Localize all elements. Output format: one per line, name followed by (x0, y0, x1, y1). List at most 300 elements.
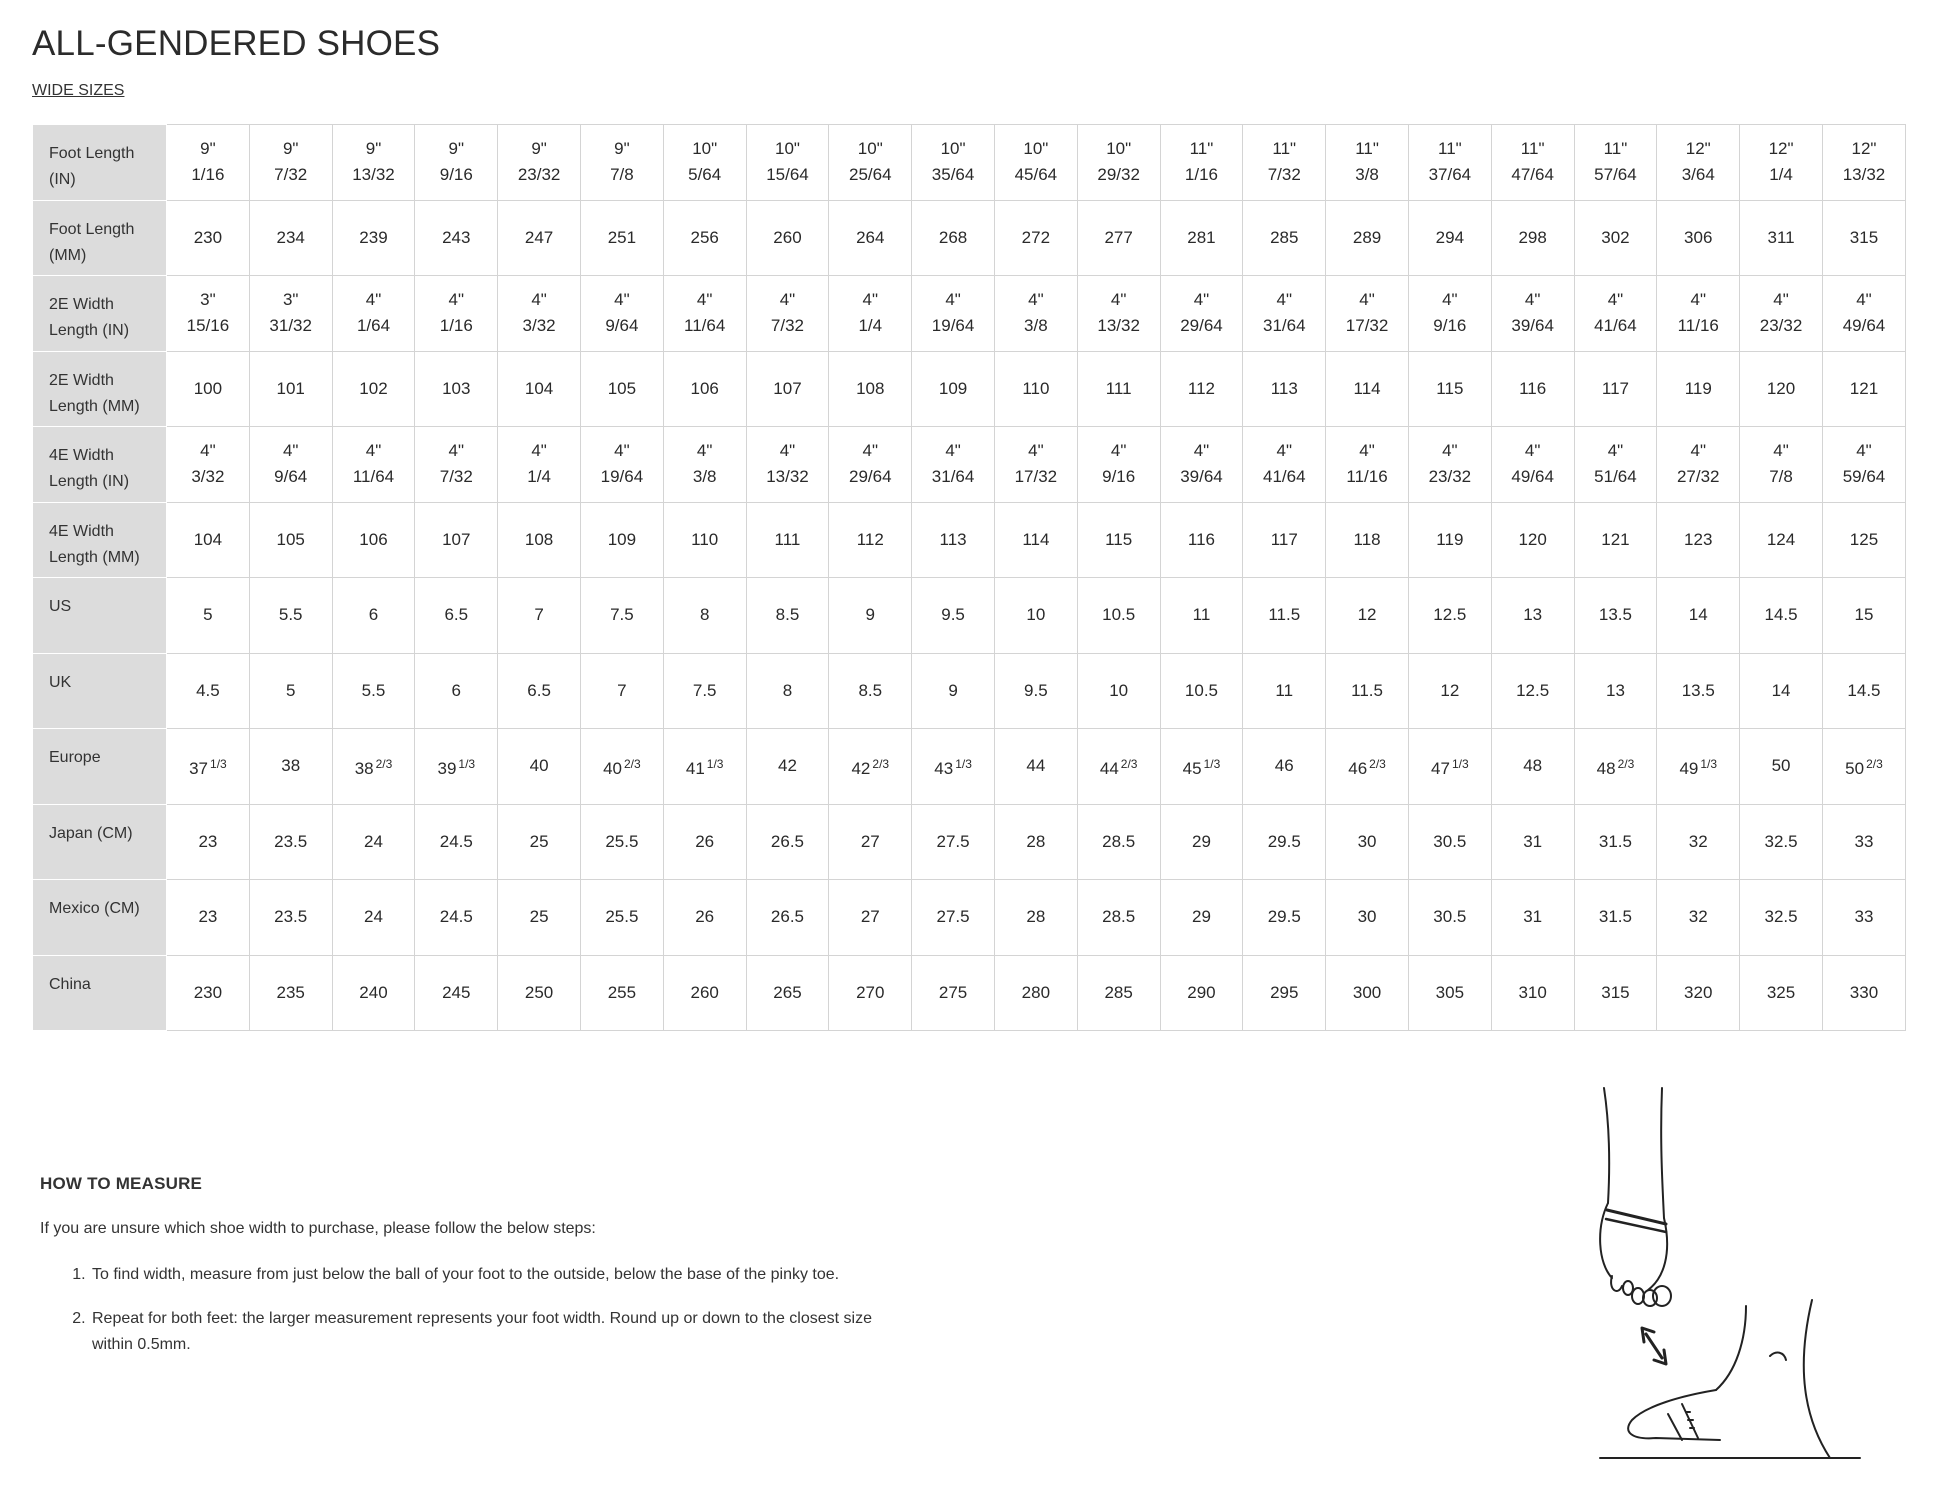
size-fraction: 3/8 (1024, 316, 1048, 336)
size-cell: 116 (1160, 502, 1243, 578)
size-cell: 10 (1077, 653, 1160, 729)
size-whole: 48 (1523, 756, 1543, 776)
size-cell: 250 (498, 955, 581, 1031)
size-cell (1408, 427, 1491, 503)
size-cell: 5 (249, 653, 332, 729)
size-whole: 43 (934, 758, 954, 778)
size-cell: 230 (167, 200, 250, 276)
size-inches: 10" (1106, 139, 1132, 159)
size-inches: 4" (1690, 290, 1706, 310)
size-inches: 4" (1110, 441, 1127, 461)
row-header: Mexico (CM) (33, 880, 167, 956)
size-cell: 7 (580, 653, 663, 729)
size-cell: 295 (1243, 955, 1326, 1031)
size-fraction: 11/16 (1346, 467, 1388, 487)
size-cell (1326, 125, 1409, 201)
size-cell: 315 (1822, 200, 1905, 276)
size-inches: 4" (448, 441, 465, 461)
size-cell (498, 125, 581, 201)
size-cell: 104 (167, 502, 250, 578)
size-cell: 305 (1408, 955, 1491, 1031)
size-whole: 42 (778, 756, 797, 776)
size-cell (498, 427, 581, 503)
size-inches: 9" (200, 139, 216, 159)
size-cell (1574, 729, 1657, 805)
size-cell: 6.5 (415, 578, 498, 654)
size-inches: 4" (696, 290, 713, 310)
size-fraction: 2/3 (1617, 756, 1635, 771)
size-fraction: 47/64 (1511, 165, 1554, 185)
size-cell: 30.5 (1408, 804, 1491, 880)
size-cell (1077, 276, 1160, 352)
size-whole: 44 (1026, 756, 1046, 776)
size-cell: 8 (663, 578, 746, 654)
size-fraction: 9/16 (439, 165, 473, 185)
size-inches: 4" (1856, 441, 1872, 461)
size-fraction: 13/32 (1842, 165, 1886, 185)
size-cell: 277 (1077, 200, 1160, 276)
size-cell: 24.5 (415, 804, 498, 880)
size-row (33, 502, 1906, 578)
size-cell: 27.5 (912, 804, 995, 880)
size-fraction: 27/32 (1676, 467, 1720, 487)
size-cell (912, 125, 995, 201)
size-cell: 302 (1574, 200, 1657, 276)
size-inches: 4" (1524, 290, 1541, 310)
size-cell: 33 (1822, 804, 1905, 880)
size-cell (663, 427, 746, 503)
size-cell: 105 (249, 502, 332, 578)
size-cell (1408, 729, 1491, 805)
size-cell: 240 (332, 955, 415, 1031)
size-cell (1822, 427, 1905, 503)
size-fraction: 31/64 (931, 467, 975, 487)
size-row (33, 200, 1906, 276)
size-cell (415, 427, 498, 503)
size-inches: 12" (1851, 139, 1877, 159)
size-inches: 4" (779, 441, 796, 461)
size-cell (994, 427, 1077, 503)
size-cell: 7.5 (663, 653, 746, 729)
size-fraction: 37/64 (1428, 165, 1472, 185)
size-cell: 24.5 (415, 880, 498, 956)
row-header: 2E Width Length (MM) (33, 351, 167, 427)
size-cell (1160, 729, 1243, 805)
size-cell: 27 (829, 804, 912, 880)
size-cell (1574, 125, 1657, 201)
size-cell: 26 (663, 804, 746, 880)
size-cell (580, 125, 663, 201)
size-cell (1077, 427, 1160, 503)
size-cell (1657, 427, 1740, 503)
size-fraction: 11/64 (684, 316, 726, 336)
size-cell: 270 (829, 955, 912, 1031)
size-cell (1160, 276, 1243, 352)
size-chart-table (32, 124, 1906, 1031)
size-fraction: 31/64 (1262, 316, 1306, 336)
size-cell (167, 125, 250, 201)
size-cell (746, 125, 829, 201)
size-cell: 6.5 (498, 653, 581, 729)
size-cell: 31.5 (1574, 880, 1657, 956)
size-cell (498, 729, 581, 805)
size-cell: 102 (332, 351, 415, 427)
size-cell: 300 (1326, 955, 1409, 1031)
size-fraction: 1/16 (1184, 165, 1218, 185)
size-inches: 12" (1768, 139, 1794, 159)
size-fraction: 49/64 (1511, 467, 1554, 487)
size-cell: 12.5 (1408, 578, 1491, 654)
size-cell: 100 (167, 351, 250, 427)
size-cell: 289 (1326, 200, 1409, 276)
size-cell: 5 (167, 578, 250, 654)
size-fraction: 7/32 (439, 467, 473, 487)
measure-step: 1. To find width, measure from just below the ball of your foot to the outside, below the base of the pinky toe. (90, 1262, 890, 1288)
row-header: Japan (CM) (33, 804, 167, 880)
size-cell: 330 (1822, 955, 1905, 1031)
size-inches: 4" (1028, 441, 1044, 461)
size-cell: 23 (167, 804, 250, 880)
size-inches: 4" (1193, 290, 1210, 310)
size-cell: 29 (1160, 804, 1243, 880)
size-cell (580, 427, 663, 503)
size-cell (1740, 276, 1823, 352)
size-inches: 4" (1442, 290, 1458, 310)
size-inches: 11" (1189, 139, 1214, 159)
size-cell (912, 427, 995, 503)
size-cell: 8.5 (829, 653, 912, 729)
size-whole: 46 (1348, 758, 1368, 778)
size-inches: 4" (1773, 290, 1789, 310)
size-cell: 28 (994, 804, 1077, 880)
size-fraction: 29/64 (849, 467, 892, 487)
size-inches: 4" (1276, 290, 1292, 310)
size-cell: 32 (1657, 880, 1740, 956)
size-inches: 12" (1685, 139, 1711, 159)
size-fraction: 1/3 (955, 756, 972, 771)
size-whole: 44 (1099, 758, 1119, 778)
size-fraction: 39/64 (1511, 316, 1554, 336)
size-fraction: 23/32 (1759, 316, 1803, 336)
size-cell: 243 (415, 200, 498, 276)
size-fraction: 2/3 (1866, 756, 1883, 771)
size-inches: 10" (940, 139, 966, 159)
size-cell (829, 125, 912, 201)
size-cell (249, 125, 332, 201)
size-cell: 285 (1077, 955, 1160, 1031)
size-inches: 4" (1773, 441, 1789, 461)
size-row (33, 804, 1906, 880)
size-inches: 4" (779, 290, 796, 310)
size-cell: 325 (1740, 955, 1823, 1031)
size-inches: 4" (1856, 290, 1872, 310)
size-inches: 4" (1359, 290, 1375, 310)
size-cell: 106 (663, 351, 746, 427)
size-fraction: 59/64 (1842, 467, 1886, 487)
foot-measuring-illustration (1560, 1078, 1900, 1478)
size-cell (580, 276, 663, 352)
row-header: 2E Width Length (IN) (33, 276, 167, 352)
size-whole: 41 (685, 758, 705, 778)
size-fraction: 2/3 (624, 756, 641, 771)
size-cell: 31 (1491, 804, 1574, 880)
size-cell (1822, 276, 1905, 352)
size-fraction: 15/64 (766, 165, 809, 185)
size-inches: 4" (1359, 441, 1375, 461)
size-row (33, 125, 1906, 201)
size-inches: 4" (365, 441, 382, 461)
size-cell: 25 (498, 880, 581, 956)
size-cell (1574, 427, 1657, 503)
size-fraction: 29/64 (1180, 316, 1223, 336)
size-cell: 110 (663, 502, 746, 578)
size-cell (1657, 125, 1740, 201)
size-cell (332, 427, 415, 503)
row-header: UK (33, 653, 167, 729)
size-cell: 12 (1326, 578, 1409, 654)
size-inches: 4" (200, 441, 216, 461)
size-cell: 4.5 (167, 653, 250, 729)
size-fraction: 1/3 (1203, 756, 1221, 771)
size-cell (1740, 427, 1823, 503)
size-cell (249, 276, 332, 352)
size-fraction: 13/32 (1097, 316, 1140, 336)
size-fraction: 2/3 (872, 756, 890, 771)
size-inches: 9" (282, 139, 299, 159)
size-cell: 123 (1657, 502, 1740, 578)
size-fraction: 1/4 (858, 316, 883, 336)
size-inches: 3" (282, 290, 299, 310)
size-inches: 10" (692, 139, 718, 159)
size-cell: 245 (415, 955, 498, 1031)
size-cell: 251 (580, 200, 663, 276)
size-cell (1822, 125, 1905, 201)
size-fraction: 49/64 (1842, 316, 1886, 336)
size-cell: 120 (1740, 351, 1823, 427)
size-inches: 4" (614, 441, 630, 461)
size-whole: 40 (603, 758, 622, 778)
size-cell: 8.5 (746, 578, 829, 654)
size-cell: 117 (1243, 502, 1326, 578)
size-cell: 26 (663, 880, 746, 956)
how-to-measure-title: HOW TO MEASURE (40, 1174, 203, 1193)
page-title: ALL-GENDERED SHOES (32, 24, 441, 63)
size-fraction: 29/32 (1097, 165, 1140, 185)
size-cell: 234 (249, 200, 332, 276)
size-fraction: 51/64 (1594, 467, 1637, 487)
size-cell: 121 (1822, 351, 1905, 427)
size-inches: 9" (531, 139, 547, 159)
row-header: 4E Width Length (MM) (33, 502, 167, 578)
size-cell: 23.5 (249, 880, 332, 956)
size-cell (912, 276, 995, 352)
size-fraction: 17/32 (1014, 467, 1058, 487)
size-cell: 33 (1822, 880, 1905, 956)
row-header: 4E Width Length (IN) (33, 427, 167, 503)
size-cell: 116 (1491, 351, 1574, 427)
size-cell: 280 (994, 955, 1077, 1031)
size-fraction: 1/16 (439, 316, 473, 336)
wide-sizes-link[interactable]: WIDE SIZES (32, 82, 125, 99)
size-cell: 235 (249, 955, 332, 1031)
size-cell: 7.5 (580, 578, 663, 654)
size-cell: 106 (332, 502, 415, 578)
size-cell (746, 276, 829, 352)
row-header: China (33, 955, 167, 1031)
size-fraction: 7/8 (1769, 467, 1793, 487)
size-inches: 4" (696, 441, 713, 461)
size-cell: 111 (746, 502, 829, 578)
size-cell: 114 (994, 502, 1077, 578)
size-inches: 4" (614, 290, 630, 310)
size-cell: 5.5 (249, 578, 332, 654)
size-cell: 29 (1160, 880, 1243, 956)
size-row (33, 729, 1906, 805)
size-cell: 281 (1160, 200, 1243, 276)
how-to-measure-steps (70, 1262, 890, 1376)
size-cell: 11 (1160, 578, 1243, 654)
size-whole: 39 (437, 758, 457, 778)
size-cell: 14.5 (1822, 653, 1905, 729)
size-cell: 13.5 (1657, 653, 1740, 729)
size-cell: 109 (912, 351, 995, 427)
size-cell: 28.5 (1077, 880, 1160, 956)
size-fraction: 39/64 (1180, 467, 1223, 487)
size-cell (994, 276, 1077, 352)
size-whole: 37 (189, 758, 209, 778)
size-cell (746, 427, 829, 503)
size-cell: 121 (1574, 502, 1657, 578)
size-cell: 11.5 (1326, 653, 1409, 729)
size-cell (1326, 276, 1409, 352)
size-cell: 29.5 (1243, 880, 1326, 956)
size-inches: 4" (1607, 290, 1624, 310)
size-cell: 230 (167, 955, 250, 1031)
size-fraction: 11/64 (352, 467, 395, 487)
size-cell: 9 (912, 653, 995, 729)
row-header: Foot Length (IN) (33, 125, 167, 201)
size-whole: 49 (1679, 758, 1699, 778)
size-inches: 4" (1442, 441, 1458, 461)
size-cell (1657, 276, 1740, 352)
size-cell (1408, 125, 1491, 201)
size-fraction: 9/64 (274, 467, 308, 487)
size-fraction: 9/16 (1102, 467, 1136, 487)
size-cell (1491, 729, 1574, 805)
size-cell (1243, 125, 1326, 201)
size-cell (1326, 729, 1409, 805)
size-whole: 48 (1596, 758, 1616, 778)
size-row (33, 880, 1906, 956)
size-cell: 5.5 (332, 653, 415, 729)
size-cell (994, 729, 1077, 805)
size-cell: 255 (580, 955, 663, 1031)
size-whole: 38 (281, 756, 301, 776)
size-cell: 285 (1243, 200, 1326, 276)
size-inches: 4" (862, 290, 879, 310)
size-fraction: 13/32 (766, 467, 809, 487)
how-to-measure-intro: If you are unsure which shoe width to purchase, please follow the below steps: (40, 1220, 596, 1237)
size-cell: 110 (994, 351, 1077, 427)
size-cell: 113 (912, 502, 995, 578)
size-cell (1574, 276, 1657, 352)
size-cell (663, 276, 746, 352)
size-cell (415, 276, 498, 352)
size-cell: 125 (1822, 502, 1905, 578)
size-cell: 14 (1740, 653, 1823, 729)
size-cell (1077, 729, 1160, 805)
size-fraction: 2/3 (375, 756, 393, 771)
size-cell: 12 (1408, 653, 1491, 729)
size-row (33, 955, 1906, 1031)
size-cell (829, 276, 912, 352)
size-whole: 42 (851, 758, 871, 778)
size-cell: 115 (1077, 502, 1160, 578)
size-fraction: 1/16 (191, 165, 225, 185)
size-fraction: 3/32 (191, 467, 225, 487)
size-cell: 12.5 (1491, 653, 1574, 729)
size-cell (249, 427, 332, 503)
size-cell (1740, 125, 1823, 201)
size-cell: 239 (332, 200, 415, 276)
size-inches: 4" (1028, 290, 1044, 310)
size-cell: 265 (746, 955, 829, 1031)
size-cell (829, 729, 912, 805)
size-cell: 13 (1491, 578, 1574, 654)
size-fraction: 1/3 (210, 756, 227, 771)
size-cell (167, 276, 250, 352)
size-fraction: 1/64 (356, 316, 391, 336)
size-cell: 27.5 (912, 880, 995, 956)
size-cell: 6 (332, 578, 415, 654)
size-fraction: 31/32 (269, 316, 312, 336)
size-cell (332, 276, 415, 352)
size-fraction: 3/8 (692, 467, 717, 487)
size-cell: 113 (1243, 351, 1326, 427)
size-cell (1160, 427, 1243, 503)
size-cell (1160, 125, 1243, 201)
size-cell (1491, 276, 1574, 352)
size-cell: 112 (829, 502, 912, 578)
row-header: US (33, 578, 167, 654)
size-cell: 112 (1160, 351, 1243, 427)
size-cell (332, 125, 415, 201)
size-cell: 119 (1408, 502, 1491, 578)
size-fraction: 11/16 (1677, 316, 1719, 336)
size-cell: 306 (1657, 200, 1740, 276)
size-row (33, 427, 1906, 503)
size-cell: 30.5 (1408, 880, 1491, 956)
size-cell: 107 (746, 351, 829, 427)
size-cell: 14.5 (1740, 578, 1823, 654)
size-fraction: 5/64 (688, 165, 722, 185)
size-cell (994, 125, 1077, 201)
size-inches: 9" (614, 139, 630, 159)
size-cell (1408, 276, 1491, 352)
size-row (33, 653, 1906, 729)
size-cell: 108 (829, 351, 912, 427)
size-fraction: 1/3 (1451, 756, 1469, 771)
size-cell: 9.5 (912, 578, 995, 654)
size-cell: 31.5 (1574, 804, 1657, 880)
size-cell (1326, 427, 1409, 503)
measure-step: 2. Repeat for both feet: the larger measurement represents your foot width. Round up or down to the closest size within 0.5mm. (90, 1306, 890, 1358)
size-inches: 4" (1110, 290, 1127, 310)
size-fraction: 2/3 (1369, 756, 1386, 771)
size-cell (415, 729, 498, 805)
size-cell: 124 (1740, 502, 1823, 578)
size-inches: 4" (1607, 441, 1624, 461)
